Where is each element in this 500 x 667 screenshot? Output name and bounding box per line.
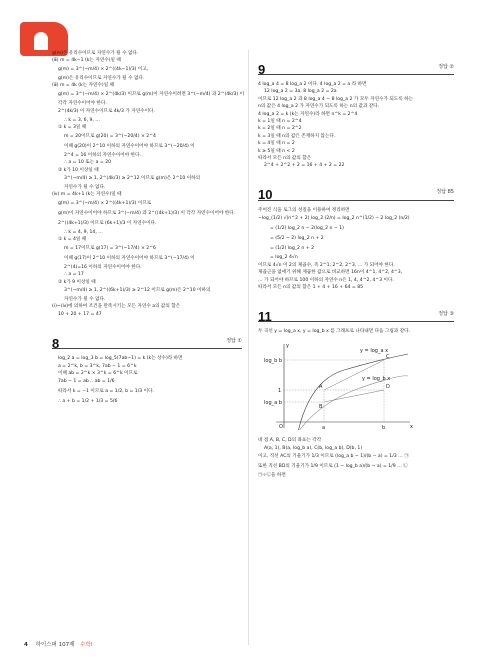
text-line: ∴ k = 3, 6, 9, … — [64, 118, 100, 124]
text-line: 제곱근을 없애기 위해 제곱한 값으로 비교하면 16n이 4^1, 4^2, 4^3, — [258, 270, 403, 276]
page-number: 4 — [24, 642, 28, 648]
text-line: 7ab − 1 = ab ∴ ab = 1/6 — [58, 379, 115, 385]
text-line: ∴ a + b = 1/2 + 1/3 = 5/6 — [58, 399, 118, 405]
text-line: n의 값은 4 log_a 2 가 자연수가 되도록 하는 n의 값과 같다. — [258, 104, 380, 110]
text-line: 네 점 A, B, C, D의 좌표는 각각 — [258, 438, 322, 444]
subject-label: 수학Ⅰ — [80, 642, 93, 648]
y-axis-label: y — [286, 342, 289, 349]
text-line: (ⅳ) m = 4k+1 (k는 자연수)일 때 — [52, 192, 122, 198]
text-line: (ⅰ)~(ⅳ)에 의하여 조건을 만족시키는 모든 자연수 a의 값의 합은 — [52, 304, 181, 310]
segment-bd — [324, 390, 384, 402]
text-line: k = 3일 때 n의 값은 존재하지 않는다. — [258, 133, 336, 139]
text-line: a = 2^k, b = 3^k, 7ab − 1 = 6^k — [58, 363, 137, 369]
text-line: 12 log_a 2 = 3a, 8 log_a 2 = 2a — [264, 89, 337, 95]
text-line: g(m)은 유리수이므로 자연수가 될 수 없다. — [58, 75, 145, 81]
text-line: ② k가 10 이상일 때 — [58, 167, 99, 173]
text-line: 주어진 식을 로그의 성질을 이용하여 정리하면 — [258, 207, 350, 213]
text-line: 따라서 모든 n의 값의 합은 1 + 4 + 16 + 64 = 85 — [258, 284, 364, 290]
curve-label: y = log_b x — [362, 375, 391, 382]
problem-8-header — [52, 332, 242, 349]
text-line: 이때 g(20)이 2^10 이하의 자연수이어야 하므로 3^(−20/4) 이 — [64, 143, 195, 149]
answer-label: 정답 85 — [436, 189, 454, 196]
page-footer — [24, 640, 92, 648]
text-line: m = 17이므로 g(17) = 3^(−17/4) × 2^6 — [64, 245, 156, 251]
text-line: = (1/2) log_2 n − 2(log_2 n − 1) — [270, 226, 344, 232]
text-line: 자연수가 될 수 없다. — [64, 296, 106, 302]
text-line: 자연수가 될 수 없다. — [64, 185, 106, 191]
answer-label: 정답 ① — [226, 337, 242, 344]
text-line: 이고, 직선 AC의 기울기가 1/3 이므로 (log_a b − 1)/(b − a) = 1/3 … ㉠ — [258, 453, 409, 459]
problem-10-header — [258, 184, 454, 201]
problem-11-header — [258, 305, 454, 322]
text-line: log_2 a = log_3 b = log_5(7ab−1) = k (k는 상수)라 하면 — [58, 356, 183, 362]
text-line: 이므로 12 log_a 2 과 8 log_a 4 − 8 log_a 2 가 모두 자연수가 되도록 하는 — [258, 96, 414, 102]
text-line: k = 2일 때 n = 2^2 — [258, 126, 302, 132]
text-line: ① k = 3일 때 — [58, 125, 87, 131]
text-line: 또한 직선 BD의 기울기가 1/9 이므로 (1 − log_b a)/(b − a) = 1/9 … ㉡ — [258, 463, 408, 469]
text-line: ② k가 9 이상일 때 — [58, 279, 96, 285]
point-label: A — [319, 383, 323, 390]
text-line: 2^4 = 16 이하의 자연수이어야 한다. — [64, 152, 141, 158]
text-line: ∴ a = 17 — [64, 272, 84, 278]
text-line: −log_(1/2) √(n^2 + 2) log_2 (2/n) = log_2 n^(1/2) − 2 log_2 (n/2) — [258, 216, 410, 222]
text-line: 2^((4k+1)/3) 이므로 (6k+1)/3 이 자연수이다. — [58, 220, 157, 226]
column-divider — [248, 50, 249, 645]
text-line: g(m) = 3^(−m/4) × 2^((4k−1)/3) 이고, — [58, 66, 149, 72]
text-line: 4 log_a 4 = 8 log_a 2 이다. 4 log_a 2 = a 라 하면 — [258, 82, 367, 87]
text-line: = log_2 4√n — [270, 255, 298, 261]
point-label: D — [386, 383, 390, 390]
text-line: m = 20이므로 g(20) = 3^(−20/4) × 2^4 — [64, 133, 156, 139]
text-line: = (1/2) log_2 n + 2 — [270, 246, 315, 252]
text-line: 따라서 k = −1 이므로 a = 1/2, b = 1/3 이다. — [58, 389, 154, 395]
text-line: g(m)이 자연수이어야 하므로 3^(−m/4) 과 2^((4k+1)/3) 이 각각 자연수이어야 한다. — [58, 210, 236, 216]
text-line: (ⅲ) m = 4k (k는 자연수)일 때 — [52, 83, 115, 89]
text-line: k = 4일 때 n = 2 — [258, 141, 295, 147]
text-line: 2^4 + 2^2 + 2 = 16 + 4 + 2 = 22 — [264, 163, 345, 169]
book-title: 하이스퍼 107제 — [35, 642, 75, 648]
tick-label: log_b b — [264, 357, 283, 364]
problem-number: 11 — [258, 308, 272, 324]
answer-label: 정답 ③ — [438, 310, 454, 317]
curve-label: y = log_a x — [360, 347, 389, 354]
text-line: 3^(−m/4) ≥ 1, 2^(4k/3) ≥ 2^12 이므로 g(m)은 2^10 이하의 — [64, 176, 201, 182]
log-graph-figure — [264, 340, 414, 430]
tick-label: log_a b — [264, 399, 282, 406]
text-line: … 가 되어야 하므로 100 이하의 자연수 n은 1, 4, 4^2, 4^3 이다. — [258, 277, 394, 283]
problem-number: 8 — [52, 335, 60, 351]
problem-9-header — [258, 58, 454, 75]
text-line: 따라서 모든 n의 값의 합은 — [258, 156, 312, 162]
answer-label: 정답 ② — [438, 63, 454, 70]
text-line: g(m) = 3^(−m/4) × 2^((4k+1)/3) 이므로 — [58, 200, 152, 206]
problem-number: 10 — [258, 187, 273, 203]
right-column — [258, 58, 454, 479]
text-line: 이때 g(17)이 2^10 이하의 자연수이어야 하므로 3^(−17/4) 이 — [64, 255, 195, 261]
text-line: 각각 자연수이어야 한다. — [58, 100, 107, 106]
point-label: C — [386, 353, 390, 360]
text-line: = (5/2 − 2) log_2 n + 2 — [270, 236, 324, 242]
text-line: 3^(−m/4) ≥ 1, 2^((6k+1)/3) ≥ 2^12 이므로 g(m)은 2^10 이하의 — [64, 287, 211, 293]
curve-log-a — [298, 354, 408, 430]
text-line: g(m) = 3^(−m/4) × 2^(4k/3) 이므로 g(m)이 자연수이려면 3^(−m/4) 과 2^(4k/3) 이 — [58, 91, 245, 97]
text-line: 2^(4)=16 이하의 자연수이어야 한다. — [64, 264, 142, 270]
text-line: ∴ k = 4, 9, 14, … — [64, 229, 103, 235]
tick-label: b — [382, 424, 386, 430]
point-label: B — [319, 403, 323, 410]
tick-label: 1 — [278, 387, 282, 394]
text-line: (ⅲ) m = 4k−1 (k는 자연수)일 때 — [52, 58, 121, 64]
left-column — [52, 50, 245, 407]
text-line: 두 곡선 y = log_a x, y = log_b x 를 그래프로 나타내면 다음 그림과 같다. — [258, 329, 411, 335]
x-axis-label: x — [410, 423, 413, 430]
tick-label: a — [322, 424, 326, 430]
text-line: 이때 ab = 2^k × 3^k = 6^k 이므로 — [58, 370, 138, 376]
text-line: ∴ a = 10 또는 a = 20 — [64, 160, 112, 166]
text-line: 2^(4k/3) 이 자연수이므로 4k/3 가 자연수이다. — [58, 109, 155, 115]
text-line: ㉠÷㉡을 하면 — [258, 472, 286, 478]
text-line: A(a, 1), B(a, log_b a), C(b, log_a b), D(b, 1) — [264, 445, 363, 451]
text-line: 이므로 4√n 이 2의 제곱수, 즉 2^1, 2^2, 2^3, … 가 되어야 한다. — [258, 262, 395, 268]
text-line: g(m)은 유리수이므로 자연수가 될 수 없다. — [52, 51, 139, 56]
text-line: 4 log_a 2 = k (k는 자연수)라 하면 n^k = 2^4 — [258, 111, 358, 117]
text-line: k = 1일 때 n = 2^4 — [258, 119, 302, 125]
text-line: 10 + 20 + 17 = 47 — [58, 311, 102, 317]
problem-number: 9 — [258, 61, 266, 77]
origin-label: O — [279, 423, 283, 430]
text-line: ① k = 4일 때 — [58, 237, 87, 243]
text-line: k ≥ 5일 때 n < 2 — [258, 148, 295, 154]
